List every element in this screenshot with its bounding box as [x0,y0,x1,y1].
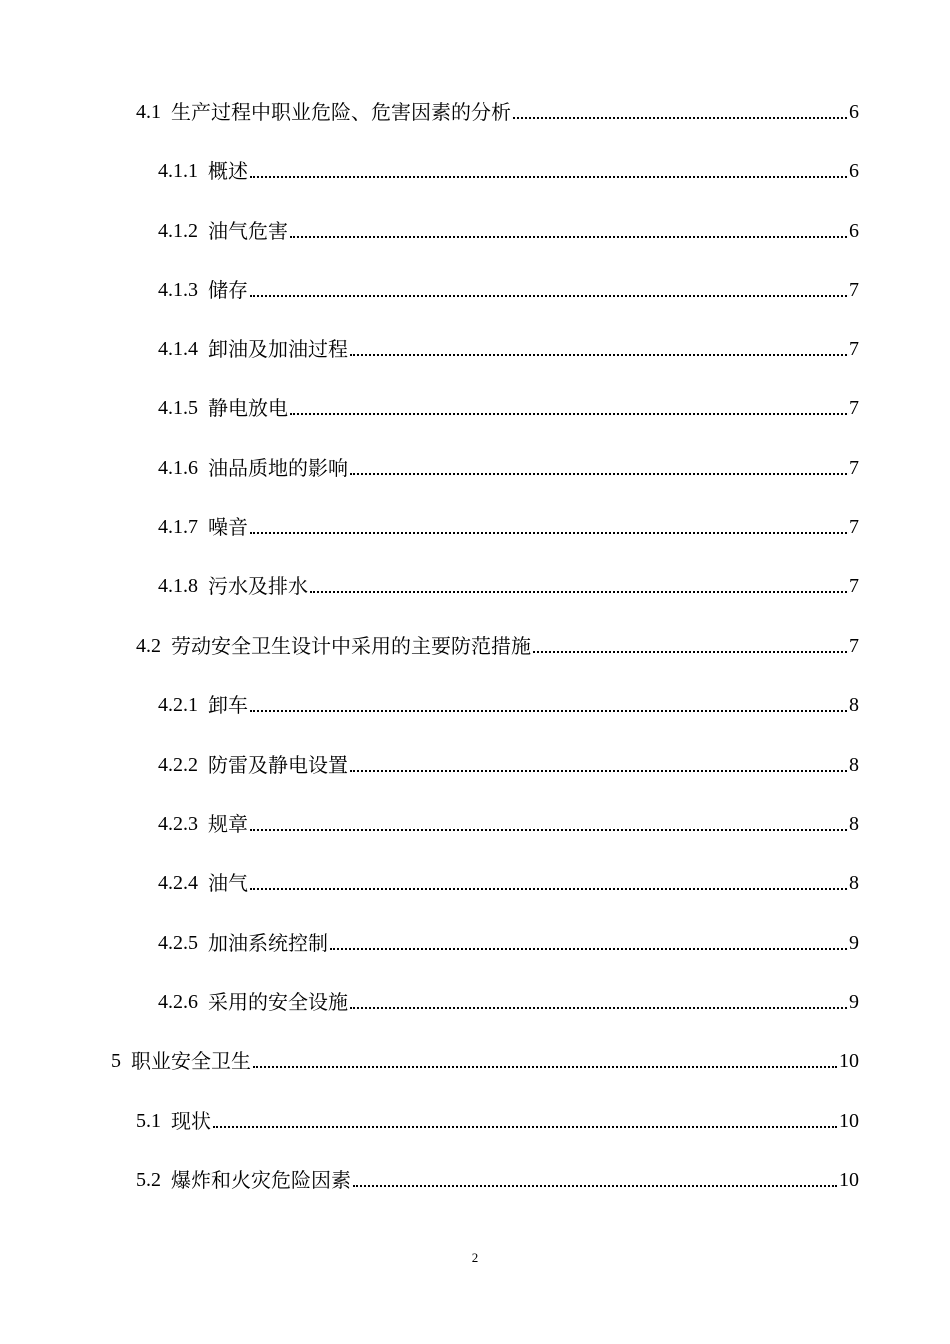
toc-entry-title: 生产过程中职业危险、危害因素的分析 [171,100,511,124]
toc-entry-5-2[interactable] [136,1165,859,1195]
toc-entry-title: 概述 [208,159,248,183]
dot-leader [290,216,847,246]
toc-entry-page: 10 [839,1050,859,1072]
toc-entry-title: 现状 [171,1109,211,1133]
toc-entry-title: 劳动安全卫生设计中采用的主要防范措施 [171,634,531,658]
toc-entry-title: 静电放电 [208,396,288,420]
toc-entry-page: 8 [849,754,859,776]
toc-entry-number: 4.2.3 [158,813,198,835]
toc-entry-number: 4.1.4 [158,338,198,360]
toc-entry-number: 4.1.3 [158,279,198,301]
toc-entry-number: 4.1.8 [158,575,198,597]
toc-entry-page: 7 [849,397,859,419]
toc-entry-page: 8 [849,872,859,894]
toc-entry-4-2-4[interactable] [158,868,859,898]
dot-leader [253,1046,837,1076]
toc-entry-4-2-5[interactable] [158,928,859,958]
dot-leader [250,275,847,305]
toc-entry-page: 6 [849,220,859,242]
dot-leader [350,453,847,483]
toc-entry-page: 9 [849,991,859,1013]
toc-entry-4-1-5[interactable] [158,393,859,423]
toc-entry-number: 4.2.6 [158,991,198,1013]
dot-leader [250,868,847,898]
dot-leader [250,809,847,839]
toc-entry-page: 7 [849,516,859,538]
dot-leader [350,987,847,1017]
toc-entry-page: 7 [849,457,859,479]
toc-entry-title: 储存 [208,278,248,302]
toc-entry-page: 10 [839,1169,859,1191]
toc-entry-title: 采用的安全设施 [208,990,348,1014]
toc-entry-5[interactable] [111,1046,859,1076]
toc-entry-number: 4.1.6 [158,457,198,479]
toc-entry-title: 防雷及静电设置 [208,753,348,777]
toc-entry-4-1-2[interactable] [158,216,859,246]
dot-leader [533,631,847,661]
toc-entry-number: 5 [111,1050,121,1072]
toc-entry-4-1-8[interactable] [158,571,859,601]
toc-entry-title: 爆炸和火灾危险因素 [171,1168,351,1192]
toc-entry-number: 4.2.5 [158,932,198,954]
toc-entry-4-2-3[interactable] [158,809,859,839]
toc-entry-4-2-1[interactable] [158,690,859,720]
toc-entry-page: 7 [849,635,859,657]
toc-entry-number: 4.1 [136,101,161,123]
toc-entry-number: 4.2 [136,635,161,657]
toc-entry-4-1-7[interactable] [158,512,859,542]
toc-entry-4-2-2[interactable] [158,750,859,780]
dot-leader [310,571,847,601]
toc-entry-4-2[interactable] [136,631,859,661]
toc-entry-page: 7 [849,575,859,597]
toc-entry-page: 7 [849,279,859,301]
toc-entry-title: 污水及排水 [208,574,308,598]
toc-entry-page: 8 [849,694,859,716]
toc-entry-number: 5.2 [136,1169,161,1191]
toc-entry-4-1-4[interactable] [158,334,859,364]
toc-entry-title: 噪音 [208,515,248,539]
toc-entry-title: 职业安全卫生 [131,1049,251,1073]
toc-entry-title: 加油系统控制 [208,931,328,955]
dot-leader [350,334,847,364]
toc-entry-number: 5.1 [136,1110,161,1132]
toc-entry-4-2-6[interactable] [158,987,859,1017]
toc-entry-5-1[interactable] [136,1106,859,1136]
page-number: 2 [471,1250,479,1265]
dot-leader [250,690,847,720]
toc-entry-4-1[interactable] [136,97,859,127]
dot-leader [350,750,847,780]
dot-leader [250,156,847,186]
toc-entry-title: 卸油及加油过程 [208,337,348,361]
dot-leader [250,512,847,542]
dot-leader [290,393,847,423]
toc-entry-4-1-1[interactable] [158,156,859,186]
toc-entry-page: 7 [849,338,859,360]
toc-entry-4-1-6[interactable] [158,453,859,483]
toc-entry-page: 6 [849,160,859,182]
dot-leader [353,1165,837,1195]
toc-entry-number: 4.2.1 [158,694,198,716]
toc-entry-page: 9 [849,932,859,954]
toc-entry-title: 卸车 [208,693,248,717]
toc-entry-title: 油气危害 [208,219,288,243]
toc-entry-page: 10 [839,1110,859,1132]
toc-entry-page: 6 [849,101,859,123]
toc-entry-number: 4.1.7 [158,516,198,538]
dot-leader [213,1106,837,1136]
toc-entry-number: 4.2.4 [158,872,198,894]
dot-leader [513,97,847,127]
toc-entry-number: 4.2.2 [158,754,198,776]
dot-leader [330,928,847,958]
toc-entry-title: 油气 [208,871,248,895]
toc-entry-number: 4.1.5 [158,397,198,419]
toc-entry-title: 油品质地的影响 [208,456,348,480]
toc-entry-number: 4.1.2 [158,220,198,242]
toc-entry-number: 4.1.1 [158,160,198,182]
toc-entry-4-1-3[interactable] [158,275,859,305]
toc-entry-page: 8 [849,813,859,835]
toc-entry-title: 规章 [208,812,248,836]
